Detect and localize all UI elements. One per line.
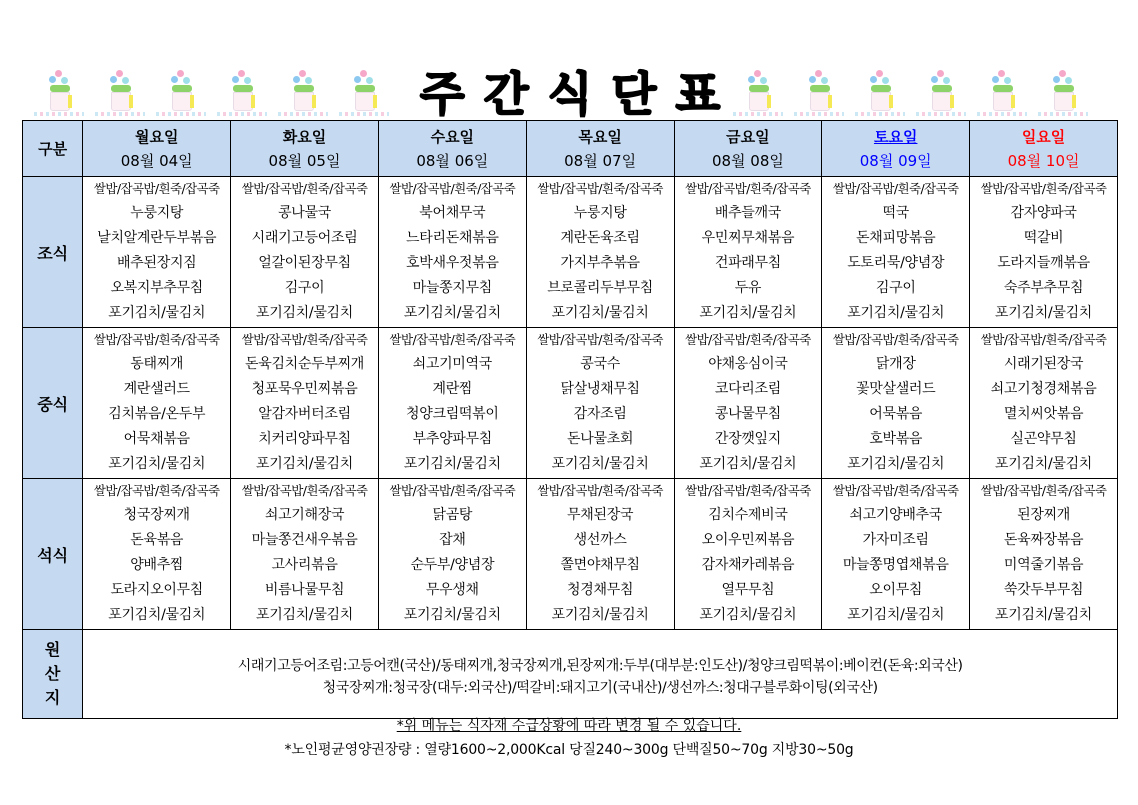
day-header-tue [231,121,379,177]
menu-item: 생선까스 [573,532,627,548]
menu-item: 실곤약무침 [1010,431,1077,447]
rice-options: 쌀밥/잡곡밥/흰죽/잡곡죽 [685,332,811,347]
menu-item: 김구이 [284,280,325,296]
menu-item: 쇠고기해장국 [264,507,345,523]
meal-cell [970,479,1118,630]
menu-item: 부추양파무침 [412,431,492,447]
day-header-sun [970,121,1118,177]
meal-row-dinner [23,479,1118,630]
origin-label-char: 지 [44,688,61,707]
rice-options: 쌀밥/잡곡밥/흰죽/잡곡죽 [389,332,516,347]
menu-item: 시래기고등어조림 [251,230,358,246]
day-header-sat [822,121,970,177]
menu-item: 포기김치/물김치 [403,607,501,623]
flower-pot-icon [211,66,271,120]
menu-item: 콩나물무침 [714,406,781,422]
origin-line: 시래기고등어조림:고등어캔(국산)/동태찌개,청국장찌개,된장찌개:두부(대부분:인도산)/청양크림떡볶이:베이컨(돈육:외국산) [237,658,963,674]
origin-info [83,630,1118,719]
title-char: 표 [675,67,720,121]
menu-item: 포기김치/물김치 [551,607,649,623]
day-name: 금요일 [726,127,770,146]
menu-item: 포기김치/물김치 [699,305,797,321]
weekly-menu-table [22,120,1118,719]
day-date: 08월 10일 [1007,151,1080,170]
menu-item: 감자양파국 [1010,205,1077,221]
menu-item: 두유 [734,280,762,296]
rice-options: 쌀밥/잡곡밥/흰죽/잡곡죽 [389,181,516,196]
menu-item: 떡갈비 [1023,230,1064,246]
menu-item: 간장깻잎지 [714,431,781,447]
meal-label: 조식 [23,177,83,328]
menu-item: 쫄면야채무침 [560,557,640,573]
menu-item: 순두부/양념장 [410,557,495,573]
menu-item: 고사리볶음 [271,557,338,573]
menu-item: 미역줄기볶음 [1003,557,1084,573]
meal-cell [231,328,379,479]
menu-item: 포기김치/물김치 [995,456,1093,472]
menu-item: 도토리묵/양념장 [847,255,945,271]
menu-item: 포기김치/물김치 [256,607,354,623]
rice-options: 쌀밥/잡곡밥/흰죽/잡곡죽 [980,181,1107,196]
menu-item: 누룽지탕 [573,205,627,221]
menu-item: 호박볶음 [869,431,923,447]
rice-options: 쌀밥/잡곡밥/흰죽/잡곡죽 [241,483,368,498]
menu-item: 포기김치/물김치 [699,607,797,623]
menu-item: 쇠고기청경채볶음 [990,381,1097,397]
flower-pot-icon [272,66,332,120]
menu-item: 포기김치/물김치 [995,305,1093,321]
menu-item: 포기김치/물김치 [995,607,1093,623]
rice-options: 쌀밥/잡곡밥/흰죽/잡곡죽 [241,181,368,196]
menu-item: 건파래무침 [714,255,781,271]
menu-item: 포기김치/물김치 [551,456,649,472]
rice-options: 쌀밥/잡곡밥/흰죽/잡곡죽 [980,483,1107,498]
menu-item: 김구이 [875,280,916,296]
menu-item: 돈채피망볶음 [856,230,936,246]
menu-item: 잡채 [439,532,466,548]
menu-item: 닭살냉채무침 [560,381,640,397]
meal-cell [822,177,970,328]
meal-cell [83,479,231,630]
origin-label-char: 원 [44,640,61,659]
menu-item: 호박새우젓볶음 [406,255,499,271]
meal-cell [674,479,822,630]
menu-item: 떡국 [882,205,909,221]
meal-cell [231,177,379,328]
menu-item: 포기김치/물김치 [256,456,354,472]
day-date: 08월 08일 [711,151,784,170]
menu-item: 오이우민찌볶음 [701,532,795,548]
menu-item: 배추된장지짐 [117,255,197,271]
rice-options: 쌀밥/잡곡밥/흰죽/잡곡죽 [832,332,959,347]
meal-cell [378,328,526,479]
meal-cell [378,177,526,328]
menu-item: 가지부추볶음 [560,255,640,271]
menu-item: 마늘쫑명엽채볶음 [842,557,949,573]
day-date: 08월 06일 [416,151,489,170]
menu-item: 콩나물국 [278,205,331,221]
menu-item: 포기김치/물김치 [847,305,945,321]
meal-body [23,177,1118,630]
meal-cell [231,479,379,630]
menu-item: 가자미조림 [862,532,929,548]
menu-item: 동태찌개 [130,356,184,372]
menu-item: 포기김치/물김치 [403,456,501,472]
flower-pot-icon [28,66,88,120]
meal-cell [526,328,674,479]
menu-item: 콩국수 [580,356,620,372]
rice-options: 쌀밥/잡곡밥/흰죽/잡곡죽 [832,483,959,498]
title-char: 단 [611,67,657,121]
day-name: 토요일 [873,127,918,146]
menu-item: 청포묵우민찌볶음 [251,381,358,397]
menu-item: 돈육짜장볶음 [1003,532,1084,548]
page-title [420,62,720,120]
menu-item: 포기김치/물김치 [551,305,649,321]
flower-pot-icon [849,66,909,120]
menu-item: 브로콜리두부무침 [547,280,654,296]
meal-cell [674,177,822,328]
rice-options: 쌀밥/잡곡밥/흰죽/잡곡죽 [93,483,220,498]
meal-label: 석식 [23,479,83,630]
header-label: 구분 [23,121,83,177]
menu-item: 양배추찜 [130,557,184,573]
decoration-right [727,66,1093,120]
menu-item: 돈나물초회 [567,431,634,447]
menu-item: 감자채카레볶음 [701,557,795,573]
day-header-thu [526,121,674,177]
meal-cell [674,328,822,479]
rice-options: 쌀밥/잡곡밥/흰죽/잡곡죽 [537,483,663,498]
menu-item: 무채된장국 [567,507,634,523]
menu-item: 계란샐러드 [123,381,190,397]
day-date: 08월 05일 [268,151,341,170]
day-date: 08월 09일 [859,151,932,170]
day-name: 일요일 [1021,127,1066,146]
day-name: 목요일 [578,127,622,146]
flower-pot-icon [333,66,393,120]
origin-label [23,630,83,719]
menu-item: 감자조림 [573,406,627,422]
menu-item: 포기김치/물김치 [108,305,206,321]
day-header-mon [83,121,231,177]
meal-cell [822,479,970,630]
menu-item: 배추들깨국 [714,205,781,221]
rice-options: 쌀밥/잡곡밥/흰죽/잡곡죽 [537,332,663,347]
flower-pot-icon [910,66,970,120]
menu-item: 김치볶음/온두부 [108,406,206,422]
origin-label-char: 산 [44,664,61,683]
menu-item: 쑥갓두부무침 [1003,582,1084,598]
rice-options: 쌀밥/잡곡밥/흰죽/잡곡죽 [685,181,811,196]
flower-pot-icon [89,66,149,120]
flower-pot-icon [150,66,210,120]
menu-item: 도라지들깨볶음 [997,255,1090,271]
menu-item: 야채옹심이국 [708,356,788,372]
menu-item: 숙주부추무침 [1003,280,1084,296]
menu-item: 꽃맛살샐러드 [856,381,936,397]
menu-item: 알감자버터조림 [258,406,351,422]
rice-options: 쌀밥/잡곡밥/흰죽/잡곡죽 [685,483,811,498]
menu-item: 닭개장 [875,356,916,372]
day-name: 수요일 [430,127,475,146]
meal-cell [970,177,1118,328]
menu-item: 도라지오이무침 [110,582,204,598]
menu-item: 어묵채볶음 [123,431,190,447]
title-char: 간 [483,67,529,121]
flower-pot-icon [971,66,1031,120]
menu-item: 마늘쫑건새우볶음 [251,532,358,548]
title-char: 주 [420,67,465,121]
menu-item: 코다리조림 [714,381,781,397]
menu-item: 포기김치/물김치 [108,607,206,623]
meal-cell [83,177,231,328]
meal-cell [822,328,970,479]
menu-item: 청경채무침 [567,582,634,598]
rice-options: 쌀밥/잡곡밥/흰죽/잡곡죽 [93,181,220,196]
menu-item: 쇠고기미역국 [412,356,492,372]
day-date: 08월 04일 [120,151,193,170]
menu-item: 청국장찌개 [123,507,190,523]
menu-item: 포기김치/물김치 [108,456,206,472]
menu-item: 시래기된장국 [1003,356,1084,372]
rice-options: 쌀밥/잡곡밥/흰죽/잡곡죽 [980,332,1107,347]
day-header-fri [674,121,822,177]
menu-item: 오복지부추무침 [110,280,204,296]
day-header-wed [378,121,526,177]
menu-item: 누룽지탕 [130,205,184,221]
menu-item: 계란찜 [432,381,473,397]
flower-pot-icon [1032,66,1092,120]
menu-item: 치커리양파무침 [258,431,351,447]
menu-item: 마늘쫑지무침 [412,280,492,296]
origin-line: 청국장찌개:청국장(대두:외국산)/떡갈비:돼지고기(국내산)/생선까스:청대구블루화이팅(외국산) [322,680,878,696]
header-row [23,121,1118,177]
meal-cell [970,328,1118,479]
meal-row-breakfast [23,177,1118,328]
menu-item: 포기김치/물김치 [847,456,945,472]
meal-label: 중식 [23,328,83,479]
day-date: 08월 07일 [564,151,637,170]
menu-item: 우민찌무채볶음 [701,230,795,246]
day-name: 화요일 [282,127,327,146]
change-notice: *위 메뉴는 식자재 수급상황에 따라 변경 될 수 있습니다. [396,718,742,734]
origin-row [23,630,1118,719]
menu-item: 비름나물무침 [264,582,345,598]
rice-options: 쌀밥/잡곡밥/흰죽/잡곡죽 [389,483,516,498]
menu-item: 돈육김치순두부찌개 [245,356,365,372]
flower-pot-icon [788,66,848,120]
menu-item: 계란돈육조림 [560,230,640,246]
menu-item: 무우생채 [425,582,479,598]
menu-item: 열무무침 [721,582,775,598]
menu-item: 청양크림떡볶이 [406,406,499,422]
menu-item: 멸치씨앗볶음 [1003,406,1084,422]
menu-item: 얼갈이된장무침 [258,255,351,271]
menu-item: 어묵볶음 [869,406,923,422]
menu-item: 포기김치/물김치 [403,305,501,321]
rice-options: 쌀밥/잡곡밥/흰죽/잡곡죽 [537,181,663,196]
menu-item: 북어채무국 [419,205,486,221]
meal-row-lunch [23,328,1118,479]
menu-item: 포기김치/물김치 [699,456,797,472]
decoration-left [28,66,394,120]
menu-item: 쇠고기양배추국 [849,507,942,523]
meal-cell [526,479,674,630]
menu-item: 김치수제비국 [708,507,788,523]
flower-pot-icon [727,66,787,120]
meal-cell [378,479,526,630]
menu-item: 포기김치/물김치 [256,305,354,321]
menu-item: 느타리돈채볶음 [406,230,499,246]
menu-item: 돈육볶음 [130,532,184,548]
meal-cell [83,328,231,479]
meal-cell [526,177,674,328]
menu-item: 오이무침 [869,582,923,598]
title-char: 식 [547,67,593,121]
rice-options: 쌀밥/잡곡밥/흰죽/잡곡죽 [832,181,959,196]
menu-item: 된장찌개 [1017,507,1070,523]
menu-item: 날치알계란두부볶음 [97,230,217,246]
day-name: 월요일 [134,127,179,146]
rice-options: 쌀밥/잡곡밥/흰죽/잡곡죽 [93,332,220,347]
rice-options: 쌀밥/잡곡밥/흰죽/잡곡죽 [241,332,368,347]
menu-item: 닭곰탕 [432,507,473,523]
menu-item: 포기김치/물김치 [847,607,945,623]
nutrition-note: *노인평균영양권장량 : 열량1600~2,000Kcal 당질240~300g 단백질50~70g 지방30~50g [284,742,854,758]
